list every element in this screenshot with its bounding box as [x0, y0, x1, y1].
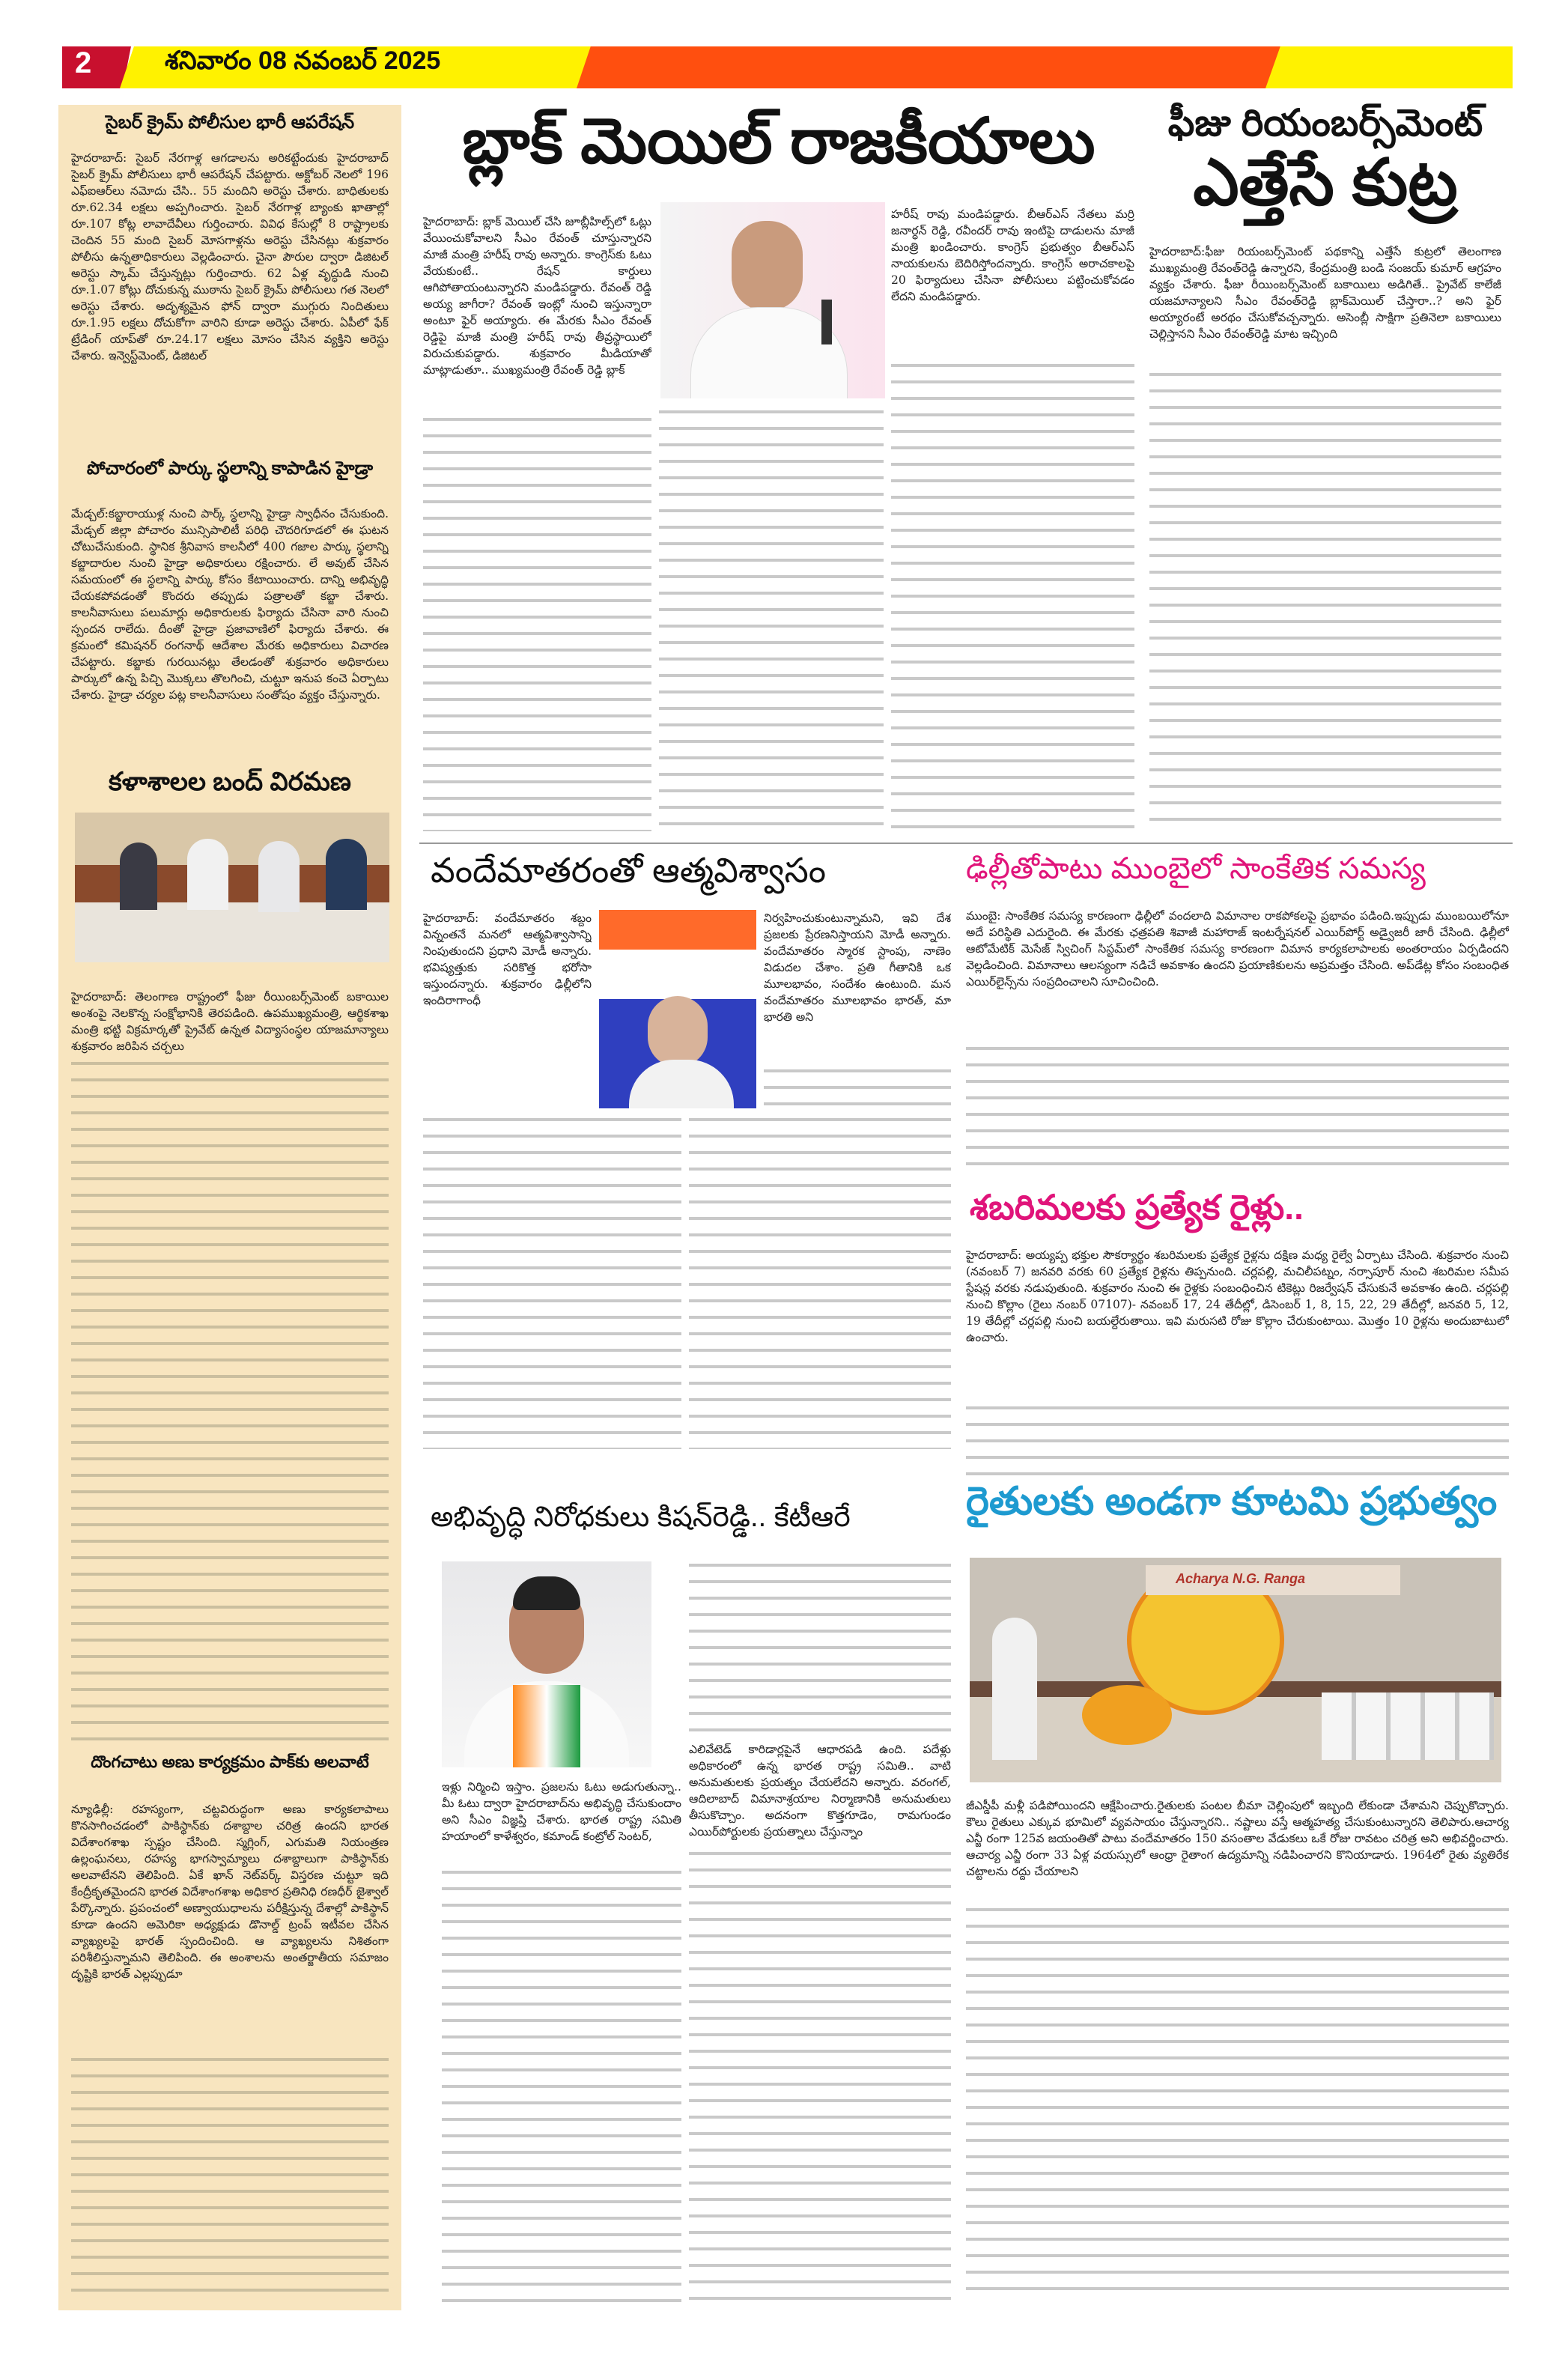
header-band-orange — [577, 46, 1280, 88]
fee-body-continued — [1149, 367, 1501, 831]
pak-body-continued — [71, 2052, 389, 2299]
page-number-badge — [62, 46, 131, 88]
sabari-headline: శబరిమలకు ప్రత్యేక రైళ్లు.. — [970, 1188, 1304, 1227]
kishan-body-col2-continued — [689, 1846, 951, 2307]
bandh-headline: కళాశాలల బంద్ విరమణ — [109, 768, 351, 796]
photo-banner-text: Acharya N.G. Ranga — [1146, 1565, 1400, 1595]
fee-body: హైదరాబాద్:ఫీజు రియంబర్స్‌మెంట్ పథకాన్ని ఎత్తేసే కుట్రలో తెలంగాణ ముఖ్యమంత్రి రేవంత్‌రెడ్డి ఉన్నారని, కేంద్రమంత్రి బండి సంజయ్ కుమార్ ఆగ్రహం వ్యక్తం చేశారు. ఫీజు రీయింబర్స్‌మెంట్ బకాయిలు అడిగితే.. ప్రైవేట్ కాలేజీ యజమాన్యాలని సీఎం రేవంత్‌రెడ్డి బ్లాక్‌మెయిల్ చేస్తారా..? అని ఫైర్ అయ్యారంటే అరథం చేసుకోవచ్చన్నారు. అసెంబ్లీ సాక్షిగా ప్రతినెలా బకాయిలు చెల్లిస్తానని సీఎం రేవంత్‌రెడ్డి మాట ఇచ్చింది — [1149, 245, 1501, 341]
pak-body: న్యూఢిల్లీ: రహస్యంగా, చట్టవిరుద్ధంగా అణు కార్యకలాపాలు కొనసాగించడంలో పాకిస్థాన్‌కు దశాబ్దాల చరిత్ర ఉందని భారత విదేశాంగశాఖ స్పష్టం చేసింది. స్మగ్లింగ్, ఎగుమతి నియంత్రణ ఉల్లంఘనలు, రహస్య భాగస్వామ్యాలు దశాబ్దాలుగా పాకిస్థాన్‌కు అలవాటేనని తెలిపింది. ఏకే ఖాన్ నెట్‌వర్క్ విస్తరణ చుట్టూ ఇది కేంద్రీకృతమైందని భారత విదేశాంగశాఖ అధికార ప్రతినిధి రణధీర్ జైశ్వాల్ పేర్కొన్నారు. ప్రపంచంలో అణ్వాయుధాలను పరీక్షిస్తున్న దేశాల్లో పాకిస్థాన్ కూడా ఉందని అమెరికా అధ్యక్షుడు డొనాల్డ్ ట్రంప్ ఇటీవల చేసిన వ్యాఖ్యలపై భారత్ స్పందించింది. ఆ వ్యాఖ్యలను నిశితంగా పరిశీలిస్తున్నామని తెలిపింది. ఈ అంశాలను అంతర్జాతీయ సమాజం దృష్టికి భారత్ ఎల్లప్పుడూ — [71, 1803, 389, 1981]
kishan-body-col2-top — [689, 1558, 951, 1737]
pak-headline: దొంగచాటు అణు కార్యక్రమం పాక్‌కు అలవాటే — [91, 1752, 369, 1771]
kishan-body-col2: ఎలివేటెడ్ కారిడార్లపైనే ఆధారపడి ఉంది. పదేళ్లు అధికారంలో ఉన్న భారత రాష్ట్ర సమితి.. వాటి అనుమతులకు ప్రయత్నం చేయలేదని అన్నారు. వరంగల్, ఆదిలాబాద్ విమానాశ్రయాల నిర్మాణానికి అనుమతులు తీసుకొచ్చాం. అదనంగా కొత్తగూడెం, రామగుండం ఎయిర్‌పోర్టులకు ప్రయత్నాలు చేస్తున్నాం — [689, 1743, 951, 1839]
pocharam-body: మేడ్చల్:కబ్జారాయుళ్ల నుంచి పార్క్ స్థలాన్ని హైడ్రా స్వాధీనం చేసుకుంది. మేడ్చల్ జిల్లా పోచారం మున్సిపాలిటీ పరిధి చౌదరిగూడలో ఈ ఘటన చోటుచేసుకుంది. స్థానిక శ్రీనివాస కాలనీలో 400 గజాల పార్కు స్థలాన్ని కబ్జాదారుల నుంచి హైడ్రా అధికారులు రక్షించారు. లే అవుట్ చేసిన సమయంలో ఈ స్థలాన్ని పార్కు కోసం కేటాయించారు. దాన్ని అభివృద్ధి చేయకపోవడంతో కొందరు తప్పుడు పత్రాలతో కబ్జా చేశారు. కాలనీవాసులు పలుమార్లు అధికారులకు ఫిర్యాదు చేసినా వారి నుంచి స్పందన రాలేదు. దీంతో హైడ్రా ప్రజావాణిలో ఫిర్యాదు చేశారు. ఈ క్రమంలో కమిషనర్ రంగనాథ్ ఆదేశాల మేరకు అధికారులు విచారణ చేపట్టారు. కబ్జాకు గురయినట్లు తేలడంతో శుక్రవారం అధికారులు పార్కులో ఉన్న పిచ్చి మొక్కలు తొలగించి, చుట్టూ ఇనుప కంచె ఏర్పాటు చేశారు. హైడ్రా చర్యల పట్ల కాలనీవాసులు సంతోషం వ్యక్తం చేస్తున్నారు. — [71, 507, 389, 702]
vande-body-col3-continued — [764, 1063, 951, 1108]
issue-date: శనివారం 08 నవంబర్ 2025 — [165, 46, 441, 75]
delhi-body: ముంబై: సాంకేతిక సమస్య కారణంగా ఢిల్లీలో వందలాది విమానాల రాకపోకలపై ప్రభావం పడింది.ఇప్పుడు ముంబయిలోనూ అదే పరిస్థితి ఎదురైంది. ఈ మేరకు ఛత్రపతి శివాజీ మహారాజ్ ఇంటర్నేషనల్ ఎయిర్‌పోర్ట్ అడ్వైజరీ జారీ చేసింది. ఢిల్లీలో ఆటోమేటిక్ మెసేజ్ స్విచింగ్ సిస్టమ్‌లో సాంకేతిక సమస్య కారణంగా విమాన కార్యకలాపాలకు అంతరాయం ఏర్పడిందని వెల్లడించింది. విమానాలు ఆలస్యంగా నడిచే అవకాశం ఉందని ప్రయాణికులను అప్రమత్తం చేసింది. అప్‌డేట్ల కోసం సంబంధిత ఎయిర్‌లైన్స్‌ను సంప్రదించాలని సూచించింది. — [966, 909, 1509, 989]
harish-rao-photo — [660, 202, 885, 398]
vande-body-col3: నిర్వహించుకుంటున్నామని, ఇవి దేశ ప్రజలకు ప్రేరణనిస్తాయని మోడీ అన్నారు. వందేమాతరం స్మారక స్టాంపు, నాణెం విడుదల చేశాం. ప్రతి గీతానికి ఒక మూలభావం, సందేశం ఉంటుంది. మన వందేమాతరం మూలభావం భారత్, మా భారతి అని — [764, 911, 951, 1024]
bandh-body-continued — [71, 1056, 389, 1745]
vande-headline: వందేమాతరంతో ఆత్మవిశ్వాసం — [431, 851, 827, 890]
bandh-meeting-photo — [75, 813, 389, 962]
bandh-body: హైదరాబాద్: తెలంగాణ రాష్ట్రంలో ఫీజు రీయింబర్స్‌మెంట్ బకాయిల అంశంపై నెలకొన్న సంక్షోభానికి తెరపడింది. ఉపముఖ్యమంత్రి, ఆర్థికశాఖ మంత్రి భట్టి విక్రమార్కతో ప్రైవేట్ ఉన్నత విద్యాసంస్థల యాజమాన్యాలు శుక్రవారం జరిపిన చర్చలు — [71, 990, 389, 1053]
header-band-yellow-right — [1265, 46, 1513, 88]
rythu-headline: రైతులకు అండగా కూటమి ప్రభుత్వం — [966, 1480, 1498, 1523]
delhi-body-continued — [966, 1041, 1509, 1168]
lead-body-col3: హరీష్ రావు మండిపడ్డారు. బీఆర్ఎస్ నేతలు మర్రి జనార్ధన్ రెడ్డి, రవీందర్ రావు ఇంటిపై దాడులను మాజీ మంత్రి ఖండించారు. కాంగ్రెస్ ప్రభుత్వం బీఆర్ఎస్ నాయకులను బెదిరిస్తోందన్నారు. కాంగ్రెస్ అరాచకాలపై 20 ఫిర్యాదులు చేసినా పోలీసులు పట్టించుకోవడం లేదని మండిపడ్డారు. — [891, 207, 1134, 303]
rythu-body: జీఎస్డీపీ మళ్లీ పడిపోయిందని ఆక్షేపించారు.రైతులకు పంటల బీమా చెల్లింపులో ఇబ్బంది లేకుండా చేశామని చెప్పుకొచ్చారు. కౌలు రైతులు ఎక్కువ భూమిలో వ్యవసాయం చేస్తున్నారని.. నష్టాలు వస్తే ఆత్మహత్య చేసుకుంటున్నారని తెలిపారు.ఆచార్య ఎన్జీ రంగా 125వ జయంతితో పాటు వందేమాతరం 150 వసంతాల వేడుకలు ఒకే రోజు రావటం చరిత్ర అని అభివర్ణించారు. ఆచార్య ఎన్జీ రంగా 33 ఏళ్ల వయస్సులో ఆంధ్రా రైతాంగ ఉద్యమాన్ని నడిపించారని కొనియాడారు. 1964లో రైతు వ్యతిరేక చట్టాలను రద్దు చేయాలని — [966, 1799, 1509, 1878]
lead-body-col1: హైదరాబాద్: బ్లాక్ మెయిల్ చేసి జూబ్లీహిల్స్‌లో ఓట్లు వేయించుకోవాలని సీఎం రేవంత్ చూస్తున్నారని మాజీ మంత్రి హరీష్ రావు అన్నారు. కాంగ్రెస్‌కు ఓటు వేయకుంటే.. రేషన్ కార్డులు ఆగిపోతాయంటున్నారని మండిపడ్డారు. రేవంత్ రెడ్డి అయ్య జాగీరా? రేవంత్ ఇంట్లో నుంచి ఇస్తున్నారా అంటూ ఫైర్ అయ్యారు. ఈ మేరకు సీఎం రేవంత్ రెడ్డిపై మాజీ మంత్రి హరీష్ రావు తీవ్రస్థాయిలో విరుచుకుపడ్డారు. శుక్రవారం మీడియాతో మాట్లాడుతూ.. ముఖ్యమంత్రి రేవంత్ రెడ్డి బ్లాక్ — [423, 215, 651, 377]
vande-body-col1: హైదరాబాద్: వందేమాతరం శబ్దం విన్నంతనే మనలో ఆత్మవిశ్వాసాన్ని నింపుతుందని ప్రధాని మోడీ అన్నారు. భవిష్యత్తుకు సరికొత్త భరోసా ఇస్తుందన్నారు. శుక్రవారం ఢిల్లీలోని ఇందిరాగాంధీ — [423, 911, 592, 1007]
kishan-body-col1: ఇళ్లు నిర్మించి ఇస్తాం. ప్రజలను ఓటు అడుగుతున్నా.. మీ ఓటు ద్వారా హైదరాబాద్‌ను అభివృద్ధి చేసుకుందాం అని సీఎం విజ్ఞప్తి చేశారు. భారత రాష్ట్ర సమితి హయాంలో కాళేశ్వరం, కమాండ్ కంట్రోల్ సెంటర్, — [442, 1780, 681, 1843]
page-number: 2 — [75, 46, 92, 79]
modi-photo — [599, 910, 756, 1108]
fee-headline-line2: ఎత్తేసే కుట్ర — [1193, 147, 1458, 219]
rythu-event-photo — [970, 1558, 1501, 1782]
vande-body-col1b — [423, 1112, 681, 1449]
cyber-body: హైదరాబాద్: సైబర్ నేరగాళ్ల ఆగడాలను అరికట్టేందుకు హైదరాబాద్ సైబర్ క్రైమ్ పోలీసులు భారీ ఆపరేషన్ చేపట్టారు. అక్టోబర్ నెలలో 196 ఎఫ్ఐఆర్‌లు నమోదు చేసి.. 55 మందిని అరెస్టు చేశారు. బాధితులకు రూ.62.34 లక్షలు అప్పగించారు. సైబర్ నేరగాళ్ల బ్యాంకు ఖాతాల్లో రూ.107 కోట్ల లావాదేవీలు గుర్తించారు. వివిధ కేసుల్లో 8 రాష్ట్రాలకు చెందిన 55 మంది సైబర్ మోసగాళ్లను అరెస్టు చేసినట్లు శుక్రవారం పోలీసు ఉన్నతాధికారులు వెల్లడించారు. చైనా పౌరుల ద్వారా డిజిటల్ అరెస్టు స్కామ్ చేస్తున్నట్లు గుర్తించారు. 62 ఏళ్ల వృద్ధుడి నుంచి రూ.1.07 కోట్లు దోచుకున్న ముఠాను సైబర్ క్రైమ్ పోలీసులు గత నెలలో అరెస్టు చేశారు. అదృశ్యమైన ఫోన్ ద్వారా ముగ్గురు నిందితులు రూ.1.95 లక్షలు దోచుకోగా వారిని కూడా అరెస్టు చేశారు. ఏపీలో ఫేక్ ట్రేడింగ్ యాప్‌తో రూ.24.17 లక్షలు మోసం చేసిన వ్యక్తిని అరెస్టు చేశారు. ఇన్వెస్ట్‌మెంట్, డిజిటల్ — [71, 151, 389, 362]
section-divider — [419, 843, 1513, 844]
rythu-body-continued — [966, 1902, 1509, 2303]
kishan-headline: అభివృద్ధి నిరోధకులు కిషన్‌రెడ్డి.. కేటీఆరే — [431, 1502, 851, 1533]
sabari-body: హైదరాబాద్: అయ్యప్ప భక్తుల సౌకర్యార్థం శబరిమలకు ప్రత్యేక రైళ్లను దక్షిణ మధ్య రైల్వే ఏర్పాటు చేసింది. శుక్రవారం నుంచి (నవంబర్ 7) జనవరి వరకు 60 ప్రత్యేక రైళ్లను తిప్పనుంది. చర్లపల్లి, మచిలీపట్నం, నర్సాపూర్ నుంచి శబరిమల సమీప స్టేషన్ల వరకు నడుపుతుంది. శుక్రవారం నుంచి ఈ రైళ్లకు సంబంధించిన టికెట్లు రిజర్వేషన్ చేసుకునే అవకాశం ఉంది. చర్లపల్లి నుంచి కొల్లాం (రైలు నంబర్ 07107)- నవంబర్ 17, 24 తేదీల్లో, డిసెంబర్ 1, 8, 15, 22, 29 తేదీల్లో, జనవరి 5, 12, 19 తేదీల్లో చర్లపల్లి నుంచి బయల్దేరుతాయి. ఇవి మరుసటి రోజు కొల్లాం చేరుకుంటాయి. మొత్తం 10 రైళ్లను అందుబాటులో ఉంచారు. — [966, 1248, 1509, 1344]
pocharam-headline: పోచారంలో పార్కు స్థలాన్ని కాపాడిన హైడ్రా — [86, 458, 374, 479]
lead-body-col1-continued — [423, 412, 651, 831]
delhi-headline: ఢిల్లీతోపాటు ముంబైలో సాంకేతిక సమస్య — [966, 852, 1426, 885]
lead-body-col3-continued — [891, 358, 1134, 831]
sabari-body-continued — [966, 1400, 1509, 1483]
lead-body-col2 — [659, 404, 884, 831]
fee-headline-line1: ఫీజు రియంబర్స్‌మెంట్ — [1167, 102, 1483, 144]
revanth-reddy-photo — [442, 1561, 651, 1767]
vande-body-col2b — [689, 1112, 951, 1449]
cyber-headline: సైబర్ క్రైమ్ పోలీసుల భారీ ఆపరేషన్ — [105, 112, 355, 133]
kishan-body-col1-continued — [442, 1865, 681, 2307]
lead-headline: బ్లాక్ మెయిల్ రాజకీయాలు — [462, 106, 1096, 176]
